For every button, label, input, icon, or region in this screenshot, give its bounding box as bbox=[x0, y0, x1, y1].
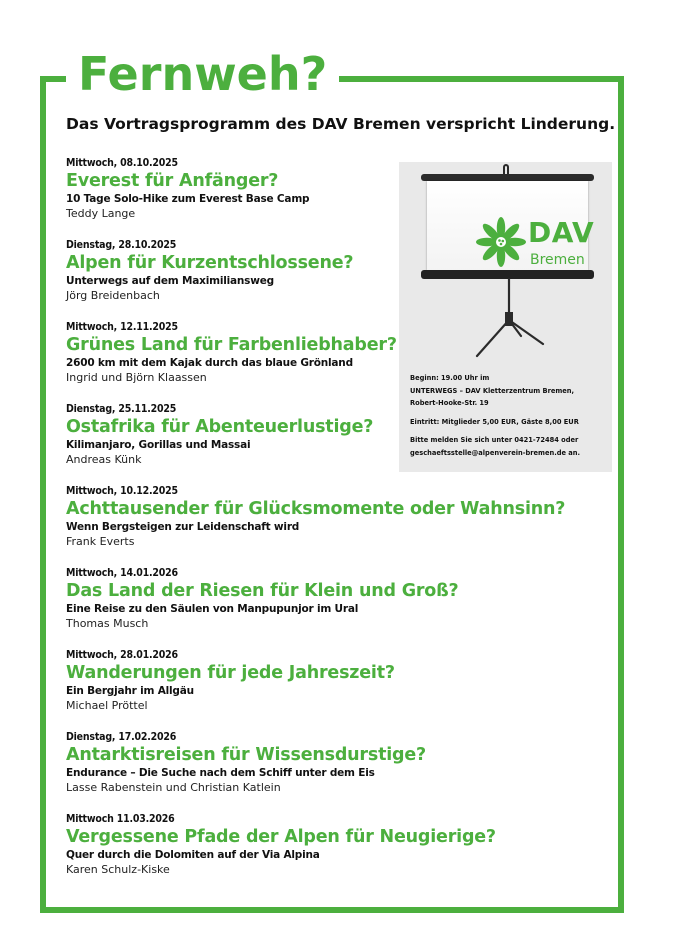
event-item bbox=[66, 730, 596, 812]
event-title: Grünes Land für Farbenliebhaber? bbox=[66, 335, 397, 355]
event-date: Mittwoch, 28.01.2026 bbox=[66, 649, 178, 661]
event-item bbox=[66, 566, 596, 648]
event-subtitle: Ein Bergjahr im Allgäu bbox=[66, 685, 194, 697]
event-item bbox=[66, 648, 596, 730]
event-date: Dienstag, 25.11.2025 bbox=[66, 403, 177, 415]
event-subtitle: Quer durch die Dolomiten auf der Via Alpina bbox=[66, 849, 320, 861]
event-speaker: Karen Schulz-Kiske bbox=[66, 863, 170, 876]
info-text bbox=[410, 372, 610, 459]
event-speaker: Andreas Künk bbox=[66, 453, 142, 466]
event-speaker: Teddy Lange bbox=[66, 207, 136, 220]
event-speaker: Frank Everts bbox=[66, 535, 135, 548]
edelweiss-icon bbox=[475, 216, 527, 268]
tripod-stand-icon bbox=[459, 278, 559, 368]
event-title: Everest für Anfänger? bbox=[66, 171, 279, 191]
logo-name: DAV bbox=[528, 216, 595, 249]
event-speaker: Ingrid und Björn Klaassen bbox=[66, 371, 207, 384]
event-date: Mittwoch, 12.11.2025 bbox=[66, 321, 178, 333]
page-title: Fernweh? bbox=[66, 42, 339, 106]
screen-top-bar bbox=[421, 174, 594, 181]
event-date: Mittwoch, 14.01.2026 bbox=[66, 567, 178, 579]
event-subtitle: Kilimanjaro, Gorillas und Massai bbox=[66, 439, 251, 451]
info-admission: Eintritt: Mitglieder 5,00 EUR, Gäste 8,00 EUR bbox=[410, 416, 579, 426]
page-subtitle: Das Vortragsprogramm des DAV Bremen verspricht Linderung. bbox=[66, 115, 616, 133]
event-subtitle: Wenn Bergsteigen zur Leidenschaft wird bbox=[66, 521, 300, 533]
info-email: geschaeftsstelle@alpenverein-bremen.de an. bbox=[410, 447, 581, 457]
info-box bbox=[399, 162, 612, 472]
event-date: Mittwoch, 10.12.2025 bbox=[66, 485, 178, 497]
event-date: Dienstag, 28.10.2025 bbox=[66, 239, 177, 251]
event-item bbox=[66, 484, 596, 566]
logo-city: Bremen bbox=[530, 252, 585, 268]
projection-screen bbox=[427, 181, 595, 271]
event-date: Mittwoch 11.03.2026 bbox=[66, 813, 175, 825]
event-title: Alpen für Kurzentschlossene? bbox=[66, 253, 354, 273]
event-speaker: Lasse Rabenstein und Christian Katlein bbox=[66, 781, 281, 794]
event-title: Achttausender für Glücksmomente oder Wahnsinn? bbox=[66, 499, 566, 519]
event-title: Ostafrika für Abenteuerlustige? bbox=[66, 417, 374, 437]
info-address: Robert-Hooke-Str. 19 bbox=[410, 398, 489, 407]
event-title: Vergessene Pfade der Alpen für Neugierige? bbox=[66, 827, 496, 847]
event-speaker: Jörg Breidenbach bbox=[66, 289, 160, 302]
info-start: Beginn: 19.00 Uhr im bbox=[410, 373, 490, 382]
event-subtitle: Unterwegs auf dem Maximiliansweg bbox=[66, 275, 274, 287]
event-title: Antarktisreisen für Wissensdurstige? bbox=[66, 745, 426, 765]
event-item bbox=[66, 812, 596, 894]
event-title: Wanderungen für jede Jahreszeit? bbox=[66, 663, 395, 683]
event-subtitle: 10 Tage Solo-Hike zum Everest Base Camp bbox=[66, 193, 310, 205]
info-registration: Bitte melden Sie sich unter 0421-72484 oder bbox=[410, 435, 579, 444]
event-subtitle: Eine Reise zu den Säulen von Manpupunjor im Ural bbox=[66, 603, 359, 615]
event-date: Dienstag, 17.02.2026 bbox=[66, 731, 177, 743]
info-venue: UNTERWEGS – DAV Kletterzentrum Bremen, bbox=[410, 385, 575, 395]
event-title: Das Land der Riesen für Klein und Groß? bbox=[66, 581, 459, 601]
event-speaker: Michael Pröttel bbox=[66, 699, 148, 712]
event-speaker: Thomas Musch bbox=[66, 617, 149, 630]
event-date: Mittwoch, 08.10.2025 bbox=[66, 157, 178, 169]
event-subtitle: 2600 km mit dem Kajak durch das blaue Grönland bbox=[66, 357, 353, 369]
event-subtitle: Endurance – Die Suche nach dem Schiff unter dem Eis bbox=[66, 767, 375, 779]
